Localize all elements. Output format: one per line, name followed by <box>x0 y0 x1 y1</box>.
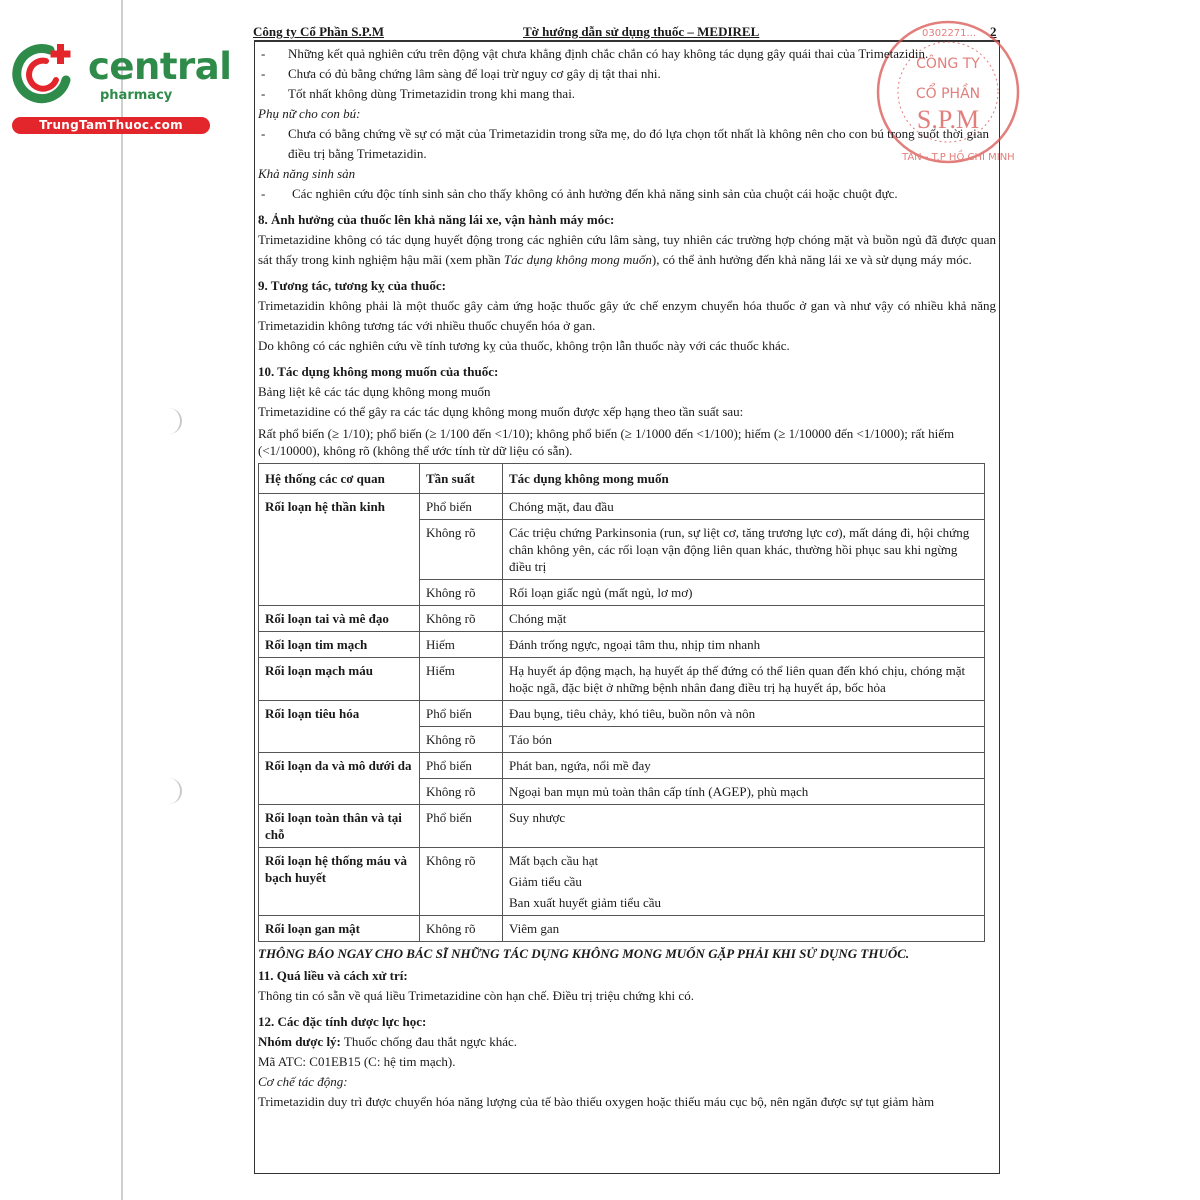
effect-line: Mất bạch cầu hạt <box>509 853 599 868</box>
fertility-heading: Khả năng sinh sản <box>258 166 356 181</box>
frequency-cell: Không rõ <box>420 580 503 606</box>
mechanism-text: Trimetazidin duy trì được chuyển hóa năng lượng của tế bào thiếu oxygen hoặc thiếu máu cục bộ, nên ngăn được sự tụt giảm hàm <box>258 1094 935 1109</box>
stamp-ring-bottom: TÂN - T.P HỒ CHÍ MINH <box>902 152 1015 163</box>
frequency-cell: Phổ biến <box>420 753 503 779</box>
organ-cell: Rối loạn gan mật <box>259 916 420 942</box>
frequency-cell: Phổ biến <box>420 701 503 727</box>
section-11-heading: 11. Quá liều và cách xử trí: <box>258 968 408 983</box>
frequency-cell: Không rõ <box>420 779 503 805</box>
stamp-ring-top: 0302271... <box>922 28 977 39</box>
table-row <box>259 753 985 779</box>
organ-cell: Rối loạn hệ thống máu và bạch huyết <box>259 848 420 916</box>
section-8-text: Trimetazidine không có tác dụng huyết động trong các nghiên cứu lâm sàng, tuy nhiên các trường hợp chóng mặt và buồn ngủ đã được quan sát thấy trong kinh nghiệm hậu mãi (xem phần Tác dụng không mong muốn), có thể ảnh hưởng đến khả năng lái xe và sử dụng máy móc. <box>258 232 996 267</box>
table-row <box>259 632 985 658</box>
pregnancy-bullet: - Tốt nhất không dùng Trimetazidin trong khi mang thai. <box>258 84 996 104</box>
effect-cell: Rối loạn giấc ngủ (mất ngủ, lơ mơ) <box>503 580 985 606</box>
atc-code: Mã ATC: C01EB15 (C: hệ tim mạch). <box>258 1054 456 1069</box>
section-9-para1: Trimetazidin không phải là một thuốc gây cảm ứng hoặc thuốc gây ức chế enzym chuyển hóa thuốc ở gan và như vậy có nhiều khả năng Trimetazidin không tương tác với nhiều thuốc chuyển hóa ở gan. <box>258 298 996 333</box>
breastfeeding-heading: Phụ nữ cho con bú: <box>258 106 361 121</box>
frequency-cell: Không rõ <box>420 520 503 580</box>
effect-line: Ban xuất huyết giảm tiểu cầu <box>509 895 661 910</box>
effect-cell: Viêm gan <box>503 916 985 942</box>
organ-cell: Rối loạn tiêu hóa <box>259 701 420 753</box>
section-10-heading: 10. Tác dụng không mong muốn của thuốc: <box>258 364 499 379</box>
organ-cell: Rối loạn toàn thân và tại chỗ <box>259 805 420 848</box>
organ-cell: Rối loạn hệ thần kinh <box>259 494 420 606</box>
effect-cell <box>503 848 985 916</box>
section-9-heading: 9. Tương tác, tương kỵ của thuốc: <box>258 278 446 293</box>
section-11-text: Thông tin có sẵn về quá liều Trimetazidine còn hạn chế. Điều trị triệu chứng khi có. <box>258 988 694 1003</box>
pharmacy-cross-logo-icon <box>12 40 78 106</box>
frequency-cell: Không rõ <box>420 848 503 916</box>
logo-subtitle: pharmacy <box>100 88 173 103</box>
frequency-cell: Phổ biến <box>420 494 503 520</box>
organ-cell: Rối loạn tim mạch <box>259 632 420 658</box>
table-row <box>259 848 985 916</box>
table-row <box>259 916 985 942</box>
effect-cell: Suy nhược <box>503 805 985 848</box>
doctor-notice-warning: THÔNG BÁO NGAY CHO BÁC SĨ NHỮNG TÁC DỤNG KHÔNG MONG MUỐN GẶP PHẢI KHI SỬ DỤNG THUỐC. <box>258 946 910 961</box>
effect-cell: Chóng mặt <box>503 606 985 632</box>
col-header-effect: Tác dụng không mong muốn <box>503 464 985 494</box>
effect-cell: Ngoại ban mụn mủ toàn thân cấp tính (AGEP), phù mạch <box>503 779 985 805</box>
punch-hole-mark <box>166 408 182 434</box>
col-header-organ: Hệ thống các cơ quan <box>259 464 420 494</box>
table-row <box>259 658 985 701</box>
frequency-cell: Không rõ <box>420 606 503 632</box>
section-10-intro1: Bảng liệt kê các tác dụng không mong muốn <box>258 384 491 399</box>
effect-cell: Chóng mặt, đau đầu <box>503 494 985 520</box>
header-doc-title: Tờ hướng dẫn sử dụng thuốc – MEDIREL <box>523 24 760 39</box>
section-10-intro2: Trimetazidine có thể gây ra các tác dụng không mong muốn được xếp hạng theo tần suất sau: <box>258 404 744 419</box>
effect-cell: Đánh trống ngực, ngoại tâm thu, nhịp tim nhanh <box>503 632 985 658</box>
punch-hole-mark <box>166 778 182 804</box>
effect-cell: Đau bụng, tiêu chảy, khó tiêu, buồn nôn và nôn <box>503 701 985 727</box>
frequency-cell: Không rõ <box>420 727 503 753</box>
table-row <box>259 805 985 848</box>
frequency-cell: Hiếm <box>420 632 503 658</box>
effect-cell: Phát ban, ngứa, nổi mề đay <box>503 753 985 779</box>
table-header-row <box>259 464 985 494</box>
pregnancy-bullet: - Chưa có đủ bằng chứng lâm sàng để loại trừ nguy cơ gây dị tật thai nhi. <box>258 64 996 84</box>
pregnancy-bullet: - Những kết quả nghiên cứu trên động vật chưa khẳng định chắc chắn có hay không tác dụng gây quái thai của Trimetazidin. <box>258 44 996 64</box>
section-12-heading: 12. Các đặc tính dược lực học: <box>258 1014 427 1029</box>
pharmacological-group: Nhóm dược lý: Thuốc chống đau thắt ngực khác. <box>258 1034 518 1049</box>
table-row <box>259 494 985 520</box>
section-8-heading: 8. Ảnh hưởng của thuốc lên khả năng lái xe, vận hành máy móc: <box>258 212 615 227</box>
header-company: Công ty Cổ Phần S.P.M <box>253 24 384 39</box>
organ-cell: Rối loạn da và mô dưới da <box>259 753 420 805</box>
table-row <box>259 606 985 632</box>
adverse-effects-table <box>258 463 985 942</box>
frequency-scale: Rất phổ biến (≥ 1/10); phổ biến (≥ 1/100 đến <1/10); không phổ biến (≥ 1/1000 đến <1/100); hiếm (≥ 1/10000 đến <1/1000); rất hiếm (<1/10000), không rõ (không thể ước tính từ dữ liệu có sẵn). <box>258 426 955 458</box>
frequency-cell: Hiếm <box>420 658 503 701</box>
stamp-line1: CÔNG TY <box>916 56 980 72</box>
central-pharmacy-logo[interactable] <box>12 36 232 136</box>
scan-binder-line <box>121 0 123 1200</box>
document-body <box>258 44 996 1112</box>
organ-cell: Rối loạn mạch máu <box>259 658 420 701</box>
logo-website-badge[interactable]: TrungTamThuoc.com <box>12 117 210 134</box>
effect-line: Giảm tiểu cầu <box>509 874 582 889</box>
stamp-line3: S.P.M <box>916 105 980 134</box>
mechanism-heading: Cơ chế tác động: <box>258 1074 348 1089</box>
page-number: 2 <box>990 24 997 39</box>
organ-cell: Rối loạn tai và mê đạo <box>259 606 420 632</box>
col-header-frequency: Tần suất <box>420 464 503 494</box>
effect-cell: Táo bón <box>503 727 985 753</box>
table-row <box>259 701 985 727</box>
logo-brand-text: central <box>88 45 232 88</box>
stamp-line2: CỔ PHẦN <box>915 86 981 102</box>
fertility-bullet: - Các nghiên cứu độc tính sinh sản cho thấy không có ảnh hưởng đến khả năng sinh sản của chuột cái hoặc chuột đực. <box>258 184 996 204</box>
effect-cell: Các triệu chứng Parkinsonia (run, sự liệt cơ, tăng trương lực cơ), mất dáng đi, hội chứng chân không yên, các rối loạn vận động liên quan khác, thường hồi phục sau khi ngừng điều trị <box>503 520 985 580</box>
cross-reference: Tác dụng không mong muốn <box>503 252 652 267</box>
frequency-cell: Phổ biến <box>420 805 503 848</box>
effect-cell: Hạ huyết áp động mạch, hạ huyết áp thế đứng có thể liên quan đến khó chịu, chóng mặt hoặc ngã, đặc biệt ở những bệnh nhân đang điều trị hạ huyết áp, bốc hỏa <box>503 658 985 701</box>
breastfeeding-bullet: - Chưa có bằng chứng về sự có mặt của Trimetazidin trong sữa mẹ, do đó lựa chọn tốt nhất là không nên cho con bú trong suốt thời gian điều trị bằng Trimetazidin. <box>258 124 996 164</box>
frequency-cell: Không rõ <box>420 916 503 942</box>
section-9-para2: Do không có các nghiên cứu về tính tương kỵ của thuốc, không trộn lẫn thuốc này với các thuốc khác. <box>258 338 790 353</box>
